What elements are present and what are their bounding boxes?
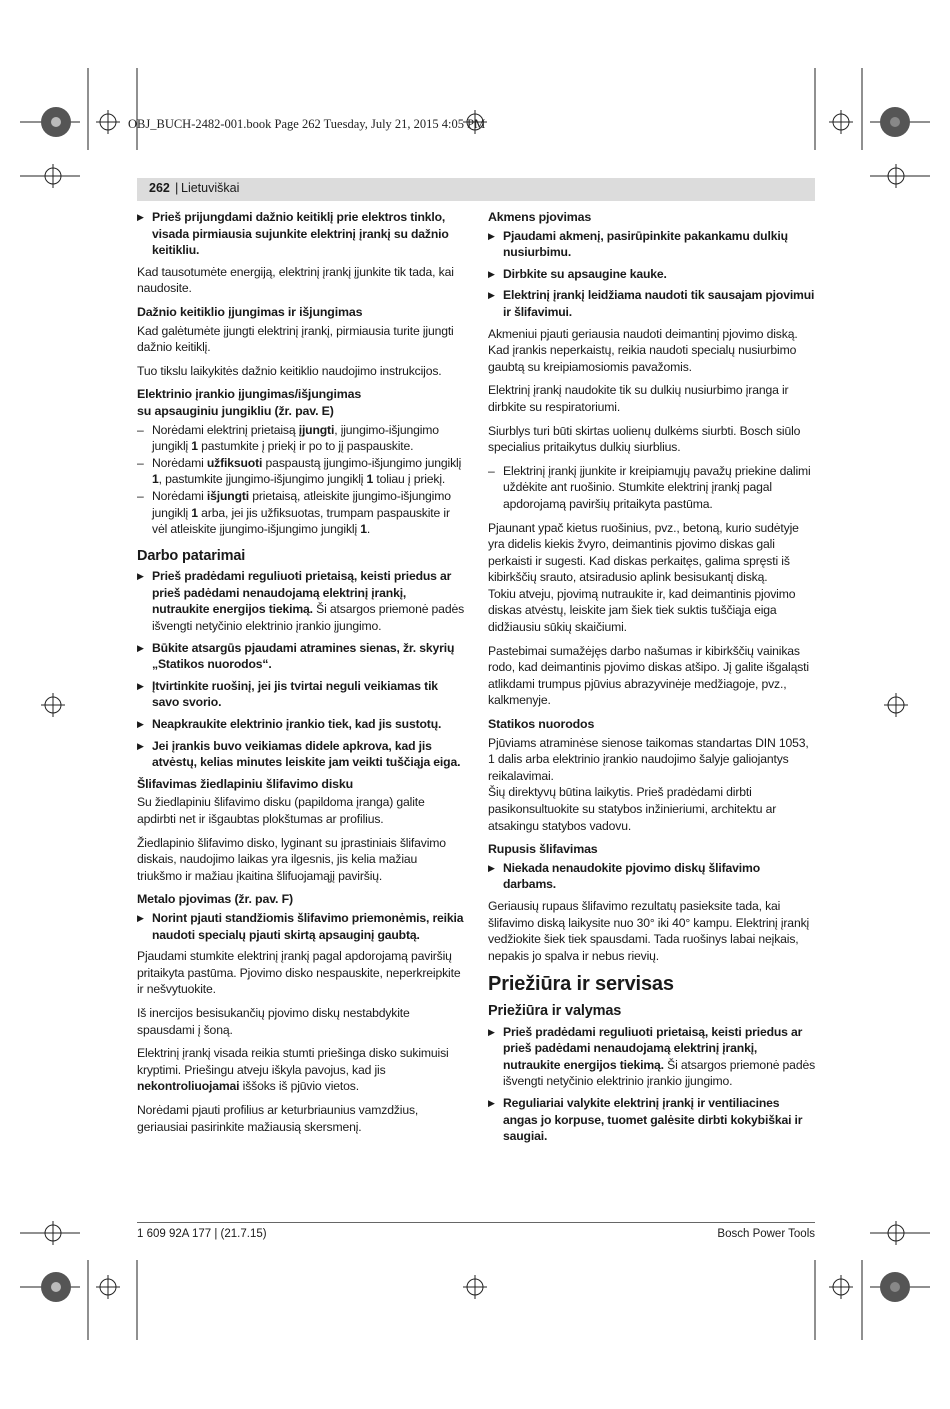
footer-rule xyxy=(137,1222,815,1223)
paragraph: Akmeniui pjauti geriausia naudoti deimantinį pjovimo diską. Kad įrankis neperkaistų, reikia naudoti specialų nusiurbimo gaubtą su kreipiamosiomis pavažomis. xyxy=(488,326,798,374)
left-column xyxy=(137,209,465,1142)
paragraph: Tokiu atveju, pjovimą nutraukite ir, kad deimantinis pjovimo diskas atvėstų, leiskite jam šiek tiek suktis tuščiąja eiga didžiausiu sūkių skaičiumi. xyxy=(488,586,796,635)
page-header-band xyxy=(137,178,815,201)
paragraph: Kad galėtumėte įjungti elektrinį įrankį, pirmiausia turite įjungti dažnio keitiklį. xyxy=(137,323,454,355)
section-heading: Statikos nuorodos xyxy=(488,717,595,732)
separator: | xyxy=(175,180,179,195)
warning-bullet: ▶ Prieš pradėdami reguliuoti prietaisą, keisti priedus ar prieš padėdami nenaudojamą elektrinį įrankį, nutraukite energijos tiekimą. Ši atsargos priemonė padės išvengti netyčinio elektrinio įrankio įjungimo. xyxy=(137,568,465,634)
paragraph: Kad tausotumėte energiją, elektrinį įrankį įjunkite tik tada, kai naudosite. xyxy=(137,264,454,296)
warning-bullet: ▶ Pjaudami akmenį, pasirūpinkite pakankamu dulkių nusiurbimu. xyxy=(488,228,816,261)
list-item: – Norėdami išjungti prietaisą, atleiskite įjungimo-išjungimo jungiklį 1 arba, jei jis užfiksuotas, trumpam paspauskite ir vėl atleiskite įjungimo-išjungimo jungiklį 1. xyxy=(137,488,465,538)
warning-bullet: ▶ Būkite atsargūs pjaudami atramines sienas, žr. skyrių „Statikos nuorodos“. xyxy=(137,640,465,673)
paragraph: Geriausių rupaus šlifavimo rezultatų pasieksite tada, kai šlifavimo diską laikysite nuo 30° iki 40° kampu. Elektrinį įrankį vedžiokite šiek tiek spausdami. Tada ruošinys labai neįkais, nepakis jo spalva ir nebus rievių. xyxy=(488,898,810,963)
section-heading: Akmens pjovimas xyxy=(488,210,592,224)
paragraph: Tuo tikslu laikykitės dažnio keitiklio naudojimo instrukcijos. xyxy=(137,363,442,378)
section-heading: Šlifavimas žiedlapiniu šlifavimo disku xyxy=(137,776,354,791)
paragraph: Iš inercijos besisukančių pjovimo diskų nestabdykite spausdami į šoną. xyxy=(137,1005,410,1037)
section-heading: Rupusis šlifavimas xyxy=(488,842,598,857)
paragraph: Elektrinį įrankį visada reikia stumti priešinga disko sukimuisi kryptimi. Priešingu atveju iškyla pavojus, kad jis nekontroliuojamai iššoks iš pjūvio vietos. xyxy=(137,1046,449,1094)
warning-bullet: ▶ Reguliariai valykite elektrinį įrankį ir ventiliacines angas jo korpuse, tuomet galėsite dirbti kokybiškai ir saugiai. xyxy=(488,1095,816,1145)
page-number: 262 xyxy=(149,181,170,195)
section-heading: Darbo patarimai xyxy=(137,547,246,564)
paragraph: Pastebimai sumažėjęs darbo našumas ir kibirkščių vainikas rodo, kad deimantinis pjovimo diskas atšipo. Jį galite išgaląsti atlikdami trumpus pjūvius abrazyvinėje medžiagoje, pvz., kalkmenyje. xyxy=(488,643,809,708)
warning-bullet: ▶ Niekada nenaudokite pjovimo diskų šlifavimo darbams. xyxy=(488,860,816,893)
paragraph: Žiedlapinio šlifavimo disko, lyginant su įprastiniais šlifavimo diskais, naudojimo laikas yra ilgesnis, jis kelia mažiau triukšmo ir mažiau įkaitina šlifuojamąjį paviršių. xyxy=(137,835,446,883)
warning-bullet: ▶ Prieš pradėdami reguliuoti prietaisą, keisti priedus ar prieš padėdami nenaudojamą elektrinį įrankį, nutraukite energijos tiekimą. Ši atsargos priemonė padės išvengti netyčinio elektrinio įrankio įjungimo. xyxy=(488,1024,816,1090)
language-label: Lietuviškai xyxy=(181,181,240,195)
warning-bullet: ▶ Prieš prijungdami dažnio keitiklį prie elektros tinklo, visada pirmiausia sujunkite elektrinį įrankį su dažnio keitikliu. xyxy=(137,209,465,259)
chapter-heading: Priežiūra ir servisas xyxy=(488,973,674,996)
section-heading: Priežiūra ir valymas xyxy=(488,1002,622,1019)
paragraph: Pjaunant ypač kietus ruošinius, pvz., betoną, kurio sudėtyje yra didelis kiekis žvyro, deimantinis pjovimo diskas gali perkaisti ir sugesti. Kad diskas perkaitęs, galima spręsti iš kibirkščių srauto, atsiradusio aplink besisukantį diską. xyxy=(488,520,799,585)
section-heading: Metalo pjovimas (žr. pav. F) xyxy=(137,892,293,907)
paragraph: Pjūviams atraminėse sienose taikomas standartas DIN 1053, 1 dalis arba elektrinio įrankio naudojimo šalyje galiojantys reikalavimai. xyxy=(488,735,809,783)
footer-brand: Bosch Power Tools xyxy=(717,1228,815,1240)
paragraph: Šių direktyvų būtina laikytis. Prieš pradėdami dirbti pasikonsultuokite su statybos inžinieriumi, architektu ar atsakingu statybos vadovu. xyxy=(488,785,777,833)
right-column xyxy=(488,209,816,1150)
section-heading: Elektrinio įrankio įjungimas/išjungimas xyxy=(137,387,362,402)
warning-bullet: ▶ Jei įrankis buvo veikiamas didele apkrova, kad jis atvėstų, kelias minutes leiskite jam veikti tuščiąja eiga. xyxy=(137,738,465,771)
warning-bullet: ▶ Elektrinį įrankį leidžiama naudoti tik sausajam pjovimui ir šlifavimui. xyxy=(488,287,816,320)
warning-bullet: ▶ Įtvirtinkite ruošinį, jei jis tvirtai neguli veikiamas tik savo svorio. xyxy=(137,678,465,711)
list-item: – Norėdami užfiksuoti paspaustą įjungimo-išjungimo jungiklį 1, pastumkite įjungimo-išjungimo jungiklį 1 toliau į priekį. xyxy=(137,455,465,488)
list-item: – Elektrinį įrankį įjunkite ir kreipiamųjų pavažų priekine dalimi uždėkite ant ruošinio. Stumkite elektrinį įrankį pagal apdorojamą paviršių pritaikyta pastūma. xyxy=(488,463,816,513)
warning-bullet: ▶ Norint pjauti standžiomis šlifavimo priemonėmis, reikia naudoti specialų pjauti skirtą apsauginį gaubtą. xyxy=(137,910,465,943)
section-heading: su apsauginiu jungikliu (žr. pav. E) xyxy=(137,403,334,418)
paragraph: Su žiedlapiniu šlifavimo disku (papildoma įranga) galite apdirbti net ir išgaubtas plokštumas ar profilius. xyxy=(137,795,425,826)
footer-code: 1 609 92A 177 | (21.7.15) xyxy=(137,1228,267,1240)
paragraph: Elektrinį įrankį naudokite tik su dulkių nusiurbimo įranga ir dirbkite su respiratoriumi. xyxy=(488,383,789,414)
warning-bullet: ▶ Dirbkite su apsaugine kauke. xyxy=(488,266,816,283)
paragraph: Pjaudami stumkite elektrinį įrankį pagal apdorojamą paviršių pritaikyta pastūma. Pjovimo disko nespauskite, neperkreipkite ir nešvytuokite. xyxy=(137,949,461,997)
paragraph: Siurblys turi būti skirtas uolienų dulkėms siurbti. Bosch siūlo specialius pritaikytus dulkių siurblius. xyxy=(488,423,801,455)
warning-bullet: ▶ Neapkraukite elektrinio įrankio tiek, kad jis sustotų. xyxy=(137,716,465,733)
paragraph: Norėdami pjauti profilius ar keturbriaunius vamzdžius, geriausiai pasirinkite mažiausią skersmenį. xyxy=(137,1102,419,1134)
section-heading: Dažnio keitiklio įjungimas ir išjungimas xyxy=(137,304,363,319)
list-item: – Norėdami elektrinį prietaisą įjungti, įjungimo-išjungimo jungiklį 1 pastumkite į priekį ir po to jį paspauskite. xyxy=(137,422,465,455)
book-file-line: OBJ_BUCH-2482-001.book Page 262 Tuesday, July 21, 2015 4:05 PM xyxy=(128,117,486,131)
